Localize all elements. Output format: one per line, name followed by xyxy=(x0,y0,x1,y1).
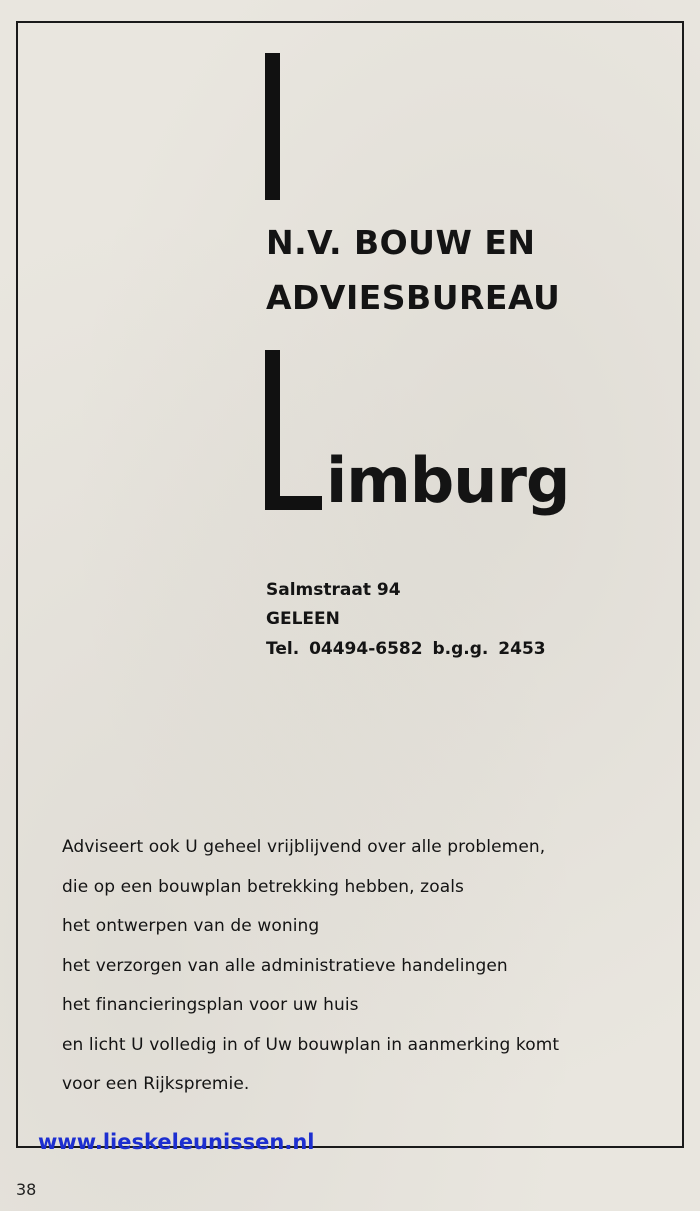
body-line: en licht U volledig in of Uw bouwplan in aanmerking komt xyxy=(62,1034,560,1055)
logo-letter-l-foot xyxy=(265,496,322,510)
address-street: Salmstraat 94 xyxy=(266,580,401,600)
body-line: het ontwerpen van de woning xyxy=(62,916,320,936)
body-line: voor een Rijkspremie. xyxy=(62,1074,250,1094)
company-name-limburg: imburg xyxy=(326,444,570,517)
body-line: die op een bouwplan betrekking hebben, zoals xyxy=(62,876,464,897)
company-name-line-2: ADVIESBUREAU xyxy=(266,278,561,317)
address-city: GELEEN xyxy=(266,609,340,629)
address-phone: Tel. 04494-6582 b.g.g. 2453 xyxy=(266,639,546,659)
website-watermark: www.lieskeleunissen.nl xyxy=(38,1130,315,1154)
logo-bar-top xyxy=(265,53,280,200)
advertisement-body xyxy=(62,828,662,1105)
body-line: het financieringsplan voor uw huis xyxy=(62,995,359,1015)
body-line: het verzorgen van alle administratieve handelingen xyxy=(62,955,508,976)
page-number: 38 xyxy=(16,1180,37,1199)
body-line: Adviseert ook U geheel vrijblijvend over alle problemen, xyxy=(62,837,546,857)
company-name-line-1: N.V. BOUW EN xyxy=(266,223,536,262)
logo-letter-l-stem xyxy=(265,350,280,510)
